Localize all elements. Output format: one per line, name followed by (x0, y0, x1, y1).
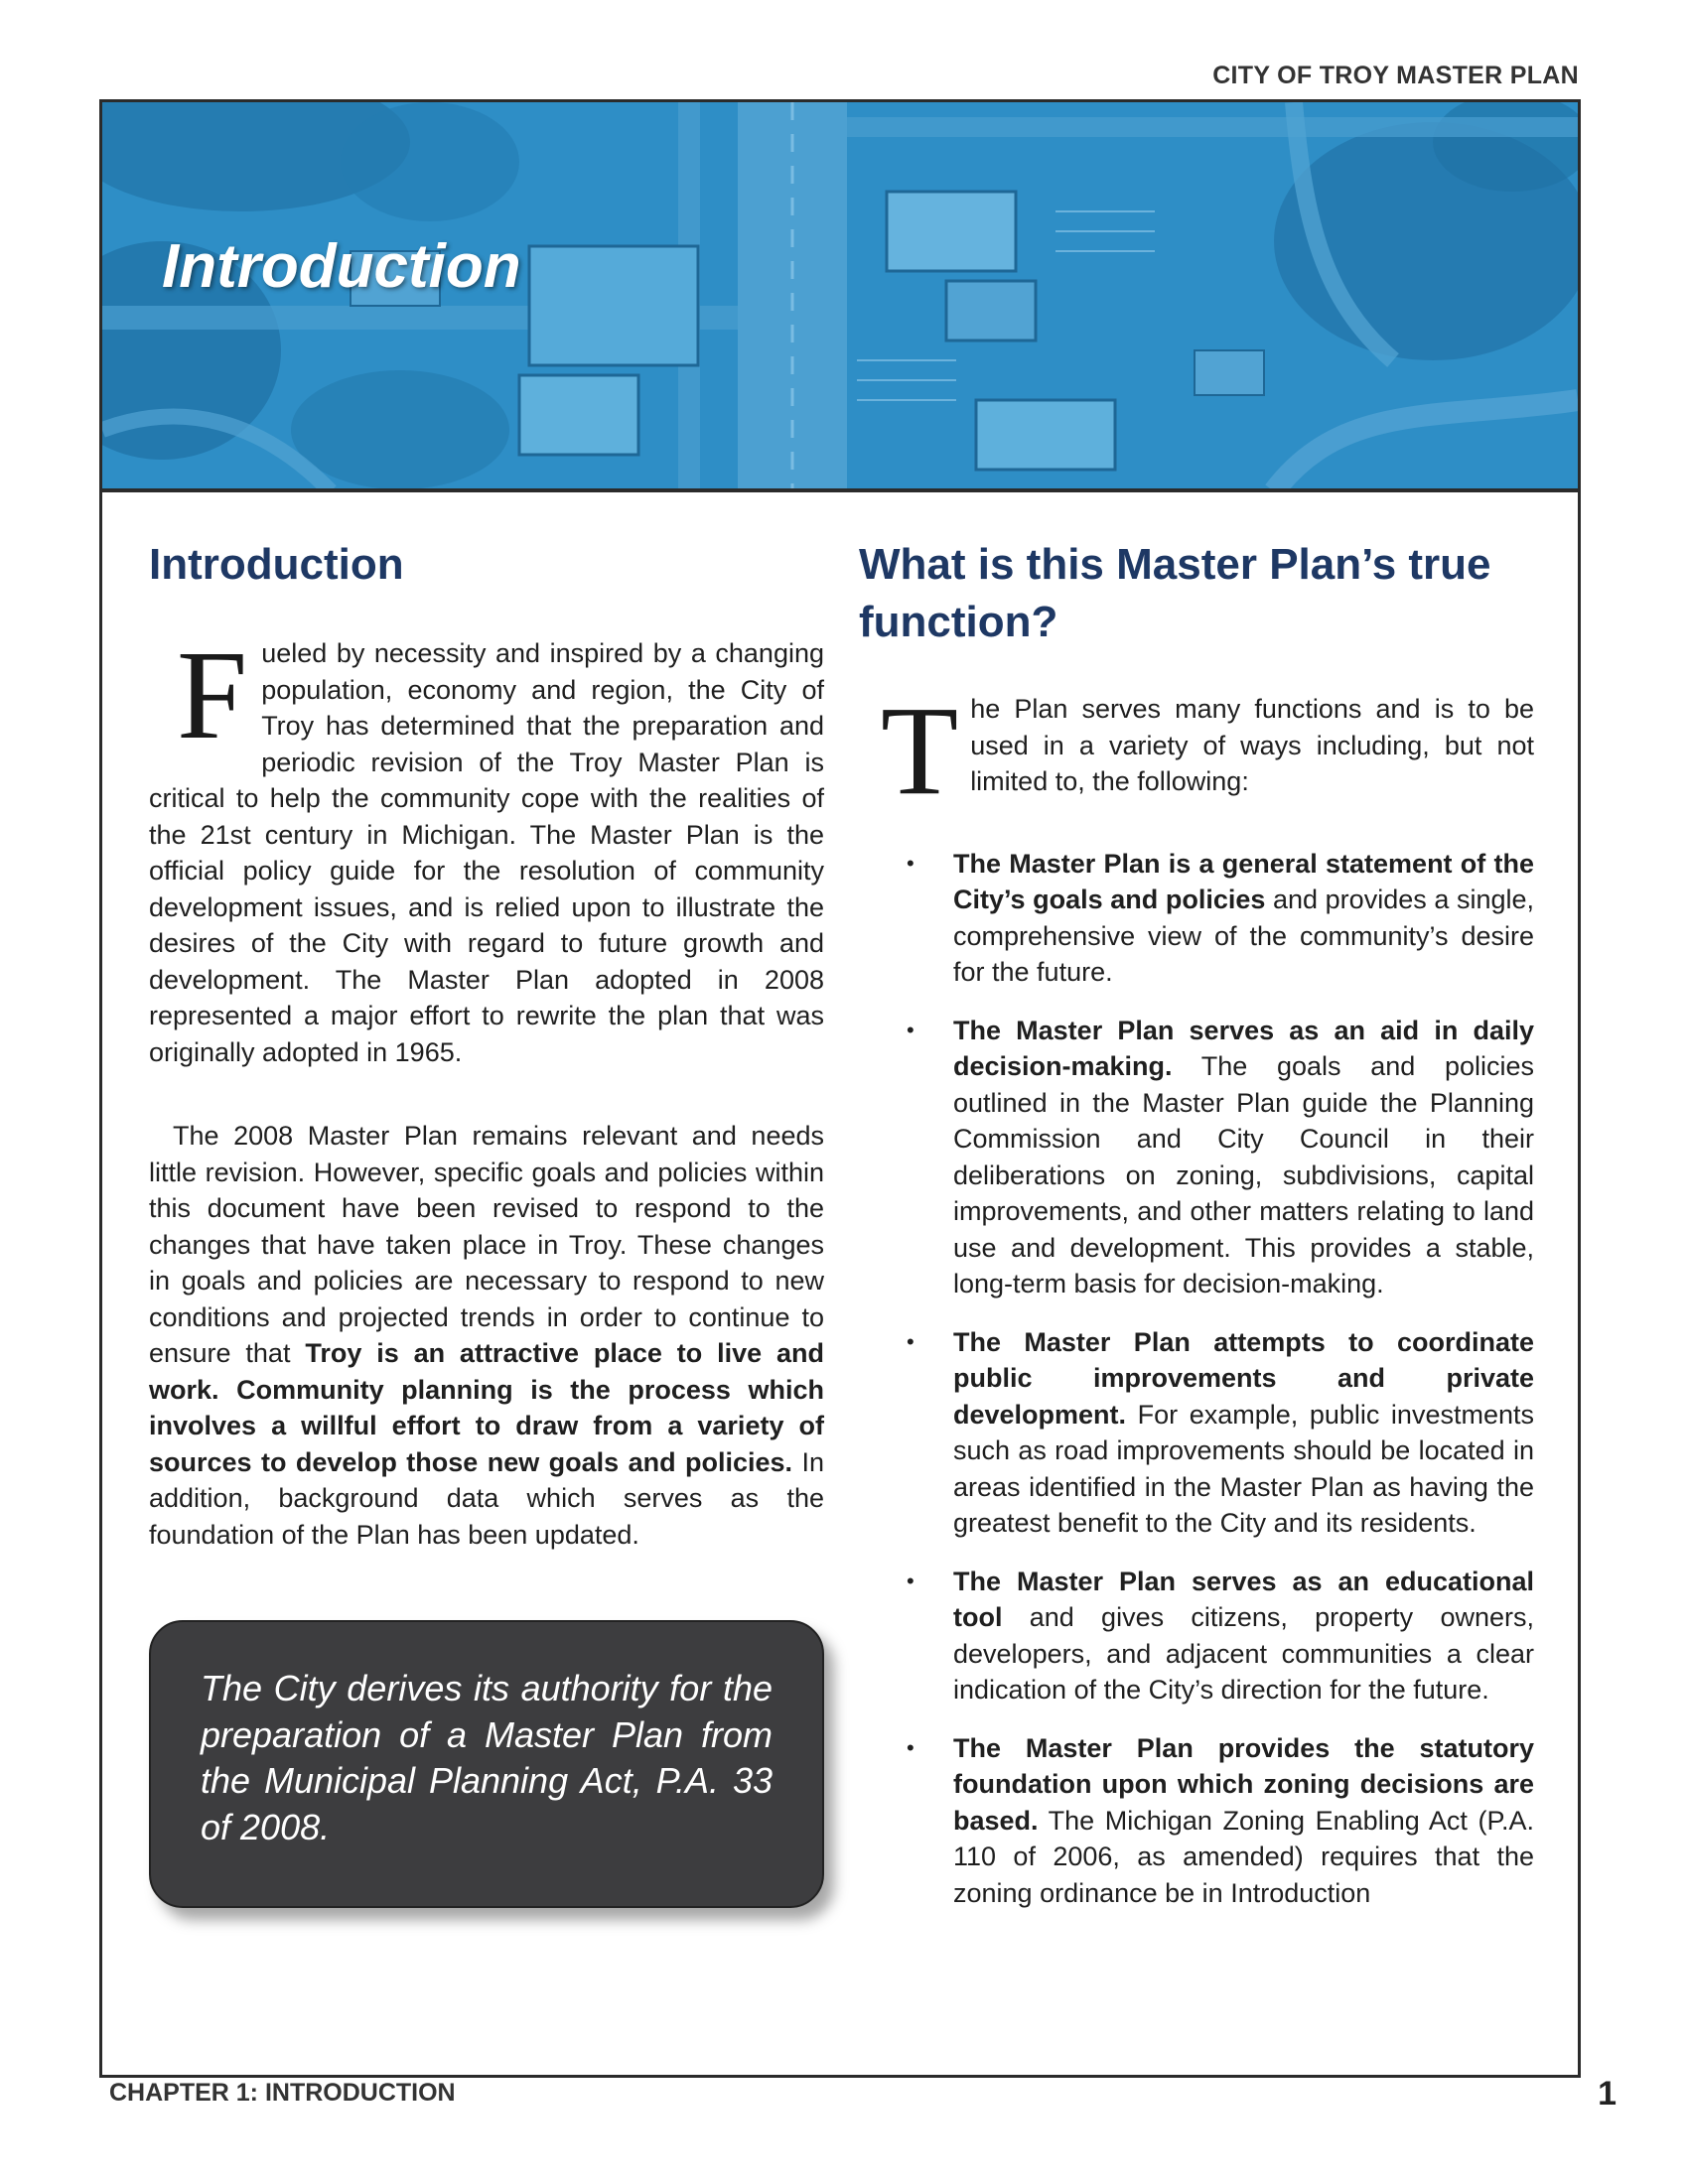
function-intro-paragraph (859, 680, 1534, 821)
list-item-bold: The Master Plan is a general statement of the City’s goals and policies (953, 848, 1534, 914)
function-list (859, 846, 1534, 1912)
introduction-heading: Introduction (149, 540, 404, 589)
list-item (859, 1013, 1534, 1302)
intro-paragraph-text: ueled by necessity and inspired by a changing population, economy and region, the City of Troy has determined that the preparation and periodic revision of the Troy Master Plan is critical to help the community cope with the realities of the 21st century in Michigan. The Master Plan is the official policy guide for the resolution of community development issues, and is relied upon to illustrate the desires of the City with regard to future growth and development. The Master Plan adopted in 2008 represented a major effort to rewrite the plan that was originally adopted in 1965. (149, 638, 824, 1067)
list-item-text: For example, public investments such as road improvements should be located in areas identified in the Master Plan as having the greatest benefit to the City and its residents. (953, 1399, 1534, 1538)
list-item-text: and gives citizens, property owners, developers, and adjacent communities a clear indication of the City’s direction for the future. (953, 1602, 1534, 1705)
bullet-icon: • (907, 1328, 914, 1354)
bullet-icon: • (907, 1734, 914, 1760)
banner-divider (102, 488, 1578, 492)
list-item (859, 1564, 1534, 1708)
list-item-text: and provides a single, comprehensive view of the community’s desire for the future. (953, 885, 1534, 987)
page-number: 1 (1598, 2075, 1617, 2113)
list-item-text: The goals and policies outlined in the Master Plan guide the Planning Commission and City Council in their deliberations on zoning, subdivisions, capital improvements, and other matters relating to land use and development. This provides a stable, long-term basis for decision-making. (953, 1051, 1534, 1298)
list-item-text: The Michigan Zoning Enabling Act (P.A. 110 of 2006, as amended) requires that the zoning ordinance be in Introduction (953, 1805, 1534, 1908)
function-heading: What is this Master Plan’s true function? (859, 540, 1491, 646)
footer-chapter-label: CHAPTER 1: INTRODUCTION (109, 2079, 456, 2107)
list-item-bold: The Master Plan attempts to coordinate public improvements and private development. (953, 1326, 1534, 1430)
list-item-bold: The Master Plan serves as an aid in daily decision-making. (953, 1015, 1534, 1081)
chapter-banner (102, 102, 1578, 491)
bullet-icon: • (907, 1017, 914, 1042)
callout-text: The City derives its authority for the preparation of a Master Plan from the Municipal Planning Act, P.A. 33 of 2008. (201, 1668, 773, 1847)
right-column (859, 536, 1534, 1933)
list-item (859, 1324, 1534, 1542)
revision-text-a: The 2008 Master Plan remains relevant and needs little revision. However, specific goals and policies within this document have been revised to respond to the changes that have taken place in Troy. These changes in goals and policies are necessary to respond to new conditions and projected trends in order to continue to ensure that (149, 1121, 824, 1368)
bullet-icon: • (907, 1568, 914, 1593)
banner-title: Introduction (162, 232, 521, 301)
authority-callout (149, 1620, 824, 1908)
list-item-bold: The Master Plan provides the statutory foundation upon which zoning decisions are based. (953, 1732, 1534, 1836)
list-item (859, 1730, 1534, 1912)
list-item (859, 846, 1534, 991)
bullet-icon: • (907, 850, 914, 876)
drop-cap-t: T (881, 680, 959, 821)
function-intro-text: he Plan serves many functions and is to be used in a variety of ways including, but not limited to, the following: (970, 694, 1534, 796)
revision-text-b: In addition, background data which serves as the foundation of the Plan has been updated. (149, 1446, 824, 1550)
intro-paragraph (149, 624, 824, 1070)
revision-paragraph (149, 1118, 824, 1553)
drop-cap-f: F (177, 624, 248, 765)
list-item-bold: The Master Plan serves as an educational tool (953, 1566, 1534, 1632)
running-head: CITY OF TROY MASTER PLAN (1212, 62, 1579, 89)
revision-text-bold: Troy is an attractive place to live and work. Community planning is the process which involves a willful effort to draw from a variety of sources to develop those new goals and policies. (149, 1338, 824, 1477)
left-column (149, 536, 824, 1553)
